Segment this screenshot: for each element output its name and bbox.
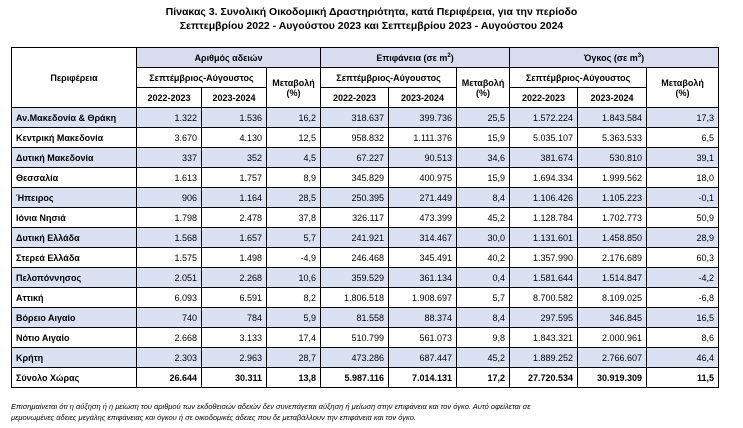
region-name: Αν.Μακεδονία & Θράκη — [12, 108, 137, 128]
header-volume-close: ) — [641, 52, 645, 63]
cell-p1: 1.322 — [137, 108, 202, 128]
cell-vc: 8,6 — [647, 328, 719, 348]
cell-v2: 346.845 — [578, 308, 647, 328]
cell-pc: 16,2 — [267, 108, 321, 128]
cell-v2: 530.810 — [578, 148, 647, 168]
cell-p2: 2.478 — [202, 208, 267, 228]
region-name: Βόρειο Αιγαίο — [12, 308, 137, 328]
header-volume-exp: 3 — [637, 52, 642, 59]
cell-ac: 34,6 — [457, 148, 510, 168]
cell-v1: 27.720.534 — [510, 368, 578, 388]
table-header — [12, 48, 719, 108]
cell-v1: 5.035.107 — [510, 128, 578, 148]
cell-ac: 15,9 — [457, 168, 510, 188]
table-row — [12, 208, 719, 228]
cell-ac: 25,5 — [457, 108, 510, 128]
header-permits-period: Σεπτέμβριος-Αύγουστος — [137, 68, 267, 88]
cell-a1: 958.832 — [321, 128, 389, 148]
cell-a1: 67.227 — [321, 148, 389, 168]
header-year: 2022-2023 — [137, 88, 202, 108]
cell-p1: 1.575 — [137, 248, 202, 268]
cell-p1: 2.051 — [137, 268, 202, 288]
cell-a2: 561.073 — [389, 328, 457, 348]
cell-ac: 8,4 — [457, 188, 510, 208]
cell-ac: 17,2 — [457, 368, 510, 388]
cell-pc: 10,6 — [267, 268, 321, 288]
cell-p1: 3.670 — [137, 128, 202, 148]
region-name: Θεσσαλία — [12, 168, 137, 188]
table-title — [0, 5, 743, 33]
cell-p2: 2.963 — [202, 348, 267, 368]
cell-v2: 1.105.223 — [578, 188, 647, 208]
header-volume — [510, 48, 719, 68]
cell-pc: 12,5 — [267, 128, 321, 148]
change-label: Μεταβολή — [461, 77, 505, 88]
cell-v1: 1.572.224 — [510, 108, 578, 128]
cell-vc: 60,3 — [647, 248, 719, 268]
title-line-1: Πίνακας 3. Συνολική Οικοδομική Δραστηριότητα, κατά Περιφέρεια, για την περίοδο — [165, 6, 578, 18]
cell-pc: 8,9 — [267, 168, 321, 188]
region-name: Νότιο Αιγαίο — [12, 328, 137, 348]
cell-a2: 687.447 — [389, 348, 457, 368]
cell-pc: 28,5 — [267, 188, 321, 208]
cell-a1: 246.468 — [321, 248, 389, 268]
cell-a1: 5.987.116 — [321, 368, 389, 388]
cell-vc: 11,5 — [647, 368, 719, 388]
cell-ac: 40,2 — [457, 248, 510, 268]
region-name: Δυτική Μακεδονία — [12, 148, 137, 168]
cell-p2: 2.268 — [202, 268, 267, 288]
region-name: Σύνολο Χώρας — [12, 368, 137, 388]
cell-p2: 6.591 — [202, 288, 267, 308]
cell-vc: -0,1 — [647, 188, 719, 208]
table-row — [12, 348, 719, 368]
region-name: Πελοπόννησος — [12, 268, 137, 288]
table-row — [12, 288, 719, 308]
cell-p1: 2.668 — [137, 328, 202, 348]
cell-p2: 1.657 — [202, 228, 267, 248]
cell-p1: 1.568 — [137, 228, 202, 248]
cell-v1: 1.106.426 — [510, 188, 578, 208]
cell-a1: 359.529 — [321, 268, 389, 288]
cell-v2: 1.702.773 — [578, 208, 647, 228]
header-volume-label: Όγκος (σε m — [584, 52, 638, 63]
cell-a2: 400.975 — [389, 168, 457, 188]
change-unit: (%) — [675, 87, 690, 98]
cell-p2: 1.164 — [202, 188, 267, 208]
header-area-label: Επιφάνεια (σε m — [376, 52, 448, 63]
header-volume-change — [647, 68, 719, 108]
header-area-exp: 2 — [447, 52, 451, 59]
region-name: Ήπειρος — [12, 188, 137, 208]
cell-v2: 30.919.309 — [578, 368, 647, 388]
cell-a2: 361.134 — [389, 268, 457, 288]
table-row — [12, 128, 719, 148]
cell-v2: 2.000.961 — [578, 328, 647, 348]
table-row — [12, 148, 719, 168]
cell-p1: 1.798 — [137, 208, 202, 228]
cell-v2: 5.363.533 — [578, 128, 647, 148]
cell-a2: 1.111.376 — [389, 128, 457, 148]
cell-vc: 28,9 — [647, 228, 719, 248]
permits-table — [11, 47, 719, 388]
cell-v1: 1.694.334 — [510, 168, 578, 188]
cell-vc: 16,5 — [647, 308, 719, 328]
cell-v2: 2.176.689 — [578, 248, 647, 268]
cell-pc: 4,5 — [267, 148, 321, 168]
cell-a1: 241.921 — [321, 228, 389, 248]
region-name: Ιόνια Νησιά — [12, 208, 137, 228]
cell-a2: 7.014.131 — [389, 368, 457, 388]
table-row — [12, 228, 719, 248]
cell-v1: 1.128.784 — [510, 208, 578, 228]
cell-v1: 1.843.321 — [510, 328, 578, 348]
table-row — [12, 168, 719, 188]
total-row — [12, 368, 719, 388]
change-unit: (%) — [286, 87, 301, 98]
cell-vc: 39,1 — [647, 148, 719, 168]
cell-ac: 45,2 — [457, 208, 510, 228]
cell-a1: 1.806.518 — [321, 288, 389, 308]
cell-pc: 17,4 — [267, 328, 321, 348]
cell-v1: 1.131.601 — [510, 228, 578, 248]
cell-p2: 3.133 — [202, 328, 267, 348]
cell-v2: 1.458.850 — [578, 228, 647, 248]
footnote-line-2: μεμονωμένες άδειες μεγάλης επιφάνειας και όγκου ή σε οικοδομικές άδειες που δε μεταβάλλουν την επιφάνεια και τον όγκο. — [11, 413, 416, 422]
table-row — [12, 108, 719, 128]
header-region: Περιφέρεια — [12, 48, 137, 108]
header-area-period: Σεπτέμβριος-Αύγουστος — [321, 68, 457, 88]
cell-ac: 5,7 — [457, 288, 510, 308]
cell-pc: 8,2 — [267, 288, 321, 308]
cell-a2: 399.736 — [389, 108, 457, 128]
region-name: Δυτική Ελλάδα — [12, 228, 137, 248]
cell-p1: 906 — [137, 188, 202, 208]
header-year: 2022-2023 — [321, 88, 389, 108]
cell-vc: 50,9 — [647, 208, 719, 228]
cell-vc: 18,0 — [647, 168, 719, 188]
cell-pc: -4,9 — [267, 248, 321, 268]
table-row — [12, 328, 719, 348]
cell-a1: 318.637 — [321, 108, 389, 128]
cell-v2: 1.999.562 — [578, 168, 647, 188]
cell-p2: 1.536 — [202, 108, 267, 128]
cell-p2: 1.498 — [202, 248, 267, 268]
table-row — [12, 248, 719, 268]
header-year: 2022-2023 — [510, 88, 578, 108]
header-area — [321, 48, 510, 68]
cell-v1: 1.357.990 — [510, 248, 578, 268]
title-line-2: Σεπτεμβρίου 2022 - Αυγούστου 2023 και Σεπτεμβρίου 2023 - Αυγούστου 2024 — [179, 20, 564, 32]
cell-vc: -4,2 — [647, 268, 719, 288]
region-name: Αττική — [12, 288, 137, 308]
cell-p2: 352 — [202, 148, 267, 168]
cell-v1: 297.595 — [510, 308, 578, 328]
footnote — [11, 401, 731, 423]
change-unit: (%) — [476, 87, 491, 98]
cell-a1: 81.558 — [321, 308, 389, 328]
cell-vc: 17,3 — [647, 108, 719, 128]
cell-a2: 345.491 — [389, 248, 457, 268]
cell-a2: 271.449 — [389, 188, 457, 208]
cell-v2: 1.514.847 — [578, 268, 647, 288]
cell-pc: 5,9 — [267, 308, 321, 328]
cell-v2: 1.843.584 — [578, 108, 647, 128]
cell-a1: 326.117 — [321, 208, 389, 228]
table-body — [12, 108, 719, 388]
cell-vc: 6,5 — [647, 128, 719, 148]
cell-pc: 28,7 — [267, 348, 321, 368]
header-area-change — [457, 68, 510, 108]
region-name: Κρήτη — [12, 348, 137, 368]
cell-pc: 13,8 — [267, 368, 321, 388]
cell-p2: 30.311 — [202, 368, 267, 388]
region-name: Στερεά Ελλάδα — [12, 248, 137, 268]
footnote-line-1: Επισημαίνεται ότι η αύξηση ή η μείωση του αριθμού των εκδοθεισών αδειών δεν συνεπάγεται αύξηση ή μείωση στην επιφάνεια και τον όγκο. Αυτό οφείλεται σε — [11, 402, 531, 411]
cell-a2: 88.374 — [389, 308, 457, 328]
cell-ac: 9,8 — [457, 328, 510, 348]
change-label: Μεταβολή — [272, 77, 315, 88]
cell-a2: 1.908.697 — [389, 288, 457, 308]
table-row — [12, 188, 719, 208]
change-label: Μεταβολή — [661, 77, 704, 88]
header-area-close: ) — [450, 52, 454, 63]
header-year: 2023-2024 — [389, 88, 457, 108]
cell-a1: 510.799 — [321, 328, 389, 348]
cell-p1: 337 — [137, 148, 202, 168]
header-permits-change — [267, 68, 321, 108]
cell-a1: 345.829 — [321, 168, 389, 188]
cell-a2: 90.513 — [389, 148, 457, 168]
cell-v1: 381.674 — [510, 148, 578, 168]
cell-p1: 740 — [137, 308, 202, 328]
cell-ac: 45,2 — [457, 348, 510, 368]
cell-ac: 30,0 — [457, 228, 510, 248]
cell-pc: 5,7 — [267, 228, 321, 248]
header-permits: Αριθμός αδειών — [137, 48, 321, 68]
cell-ac: 0,4 — [457, 268, 510, 288]
cell-p2: 4.130 — [202, 128, 267, 148]
cell-pc: 37,8 — [267, 208, 321, 228]
cell-vc: -6,8 — [647, 288, 719, 308]
header-year: 2023-2024 — [578, 88, 647, 108]
cell-p2: 784 — [202, 308, 267, 328]
cell-p1: 26.644 — [137, 368, 202, 388]
cell-ac: 15,9 — [457, 128, 510, 148]
cell-a1: 250.395 — [321, 188, 389, 208]
header-year: 2023-2024 — [202, 88, 267, 108]
cell-p1: 6.093 — [137, 288, 202, 308]
cell-p1: 2.303 — [137, 348, 202, 368]
cell-v2: 2.766.607 — [578, 348, 647, 368]
header-volume-period: Σεπτέμβριος-Αύγουστος — [510, 68, 647, 88]
region-name: Κεντρική Μακεδονία — [12, 128, 137, 148]
table-row — [12, 308, 719, 328]
cell-a2: 473.399 — [389, 208, 457, 228]
table-row — [12, 268, 719, 288]
cell-p1: 1.613 — [137, 168, 202, 188]
cell-v2: 8.109.025 — [578, 288, 647, 308]
cell-v1: 8.700.582 — [510, 288, 578, 308]
cell-v1: 1.889.252 — [510, 348, 578, 368]
cell-vc: 46,4 — [647, 348, 719, 368]
cell-p2: 1.757 — [202, 168, 267, 188]
cell-ac: 8,4 — [457, 308, 510, 328]
cell-v1: 1.581.644 — [510, 268, 578, 288]
cell-a1: 473.286 — [321, 348, 389, 368]
cell-a2: 314.467 — [389, 228, 457, 248]
